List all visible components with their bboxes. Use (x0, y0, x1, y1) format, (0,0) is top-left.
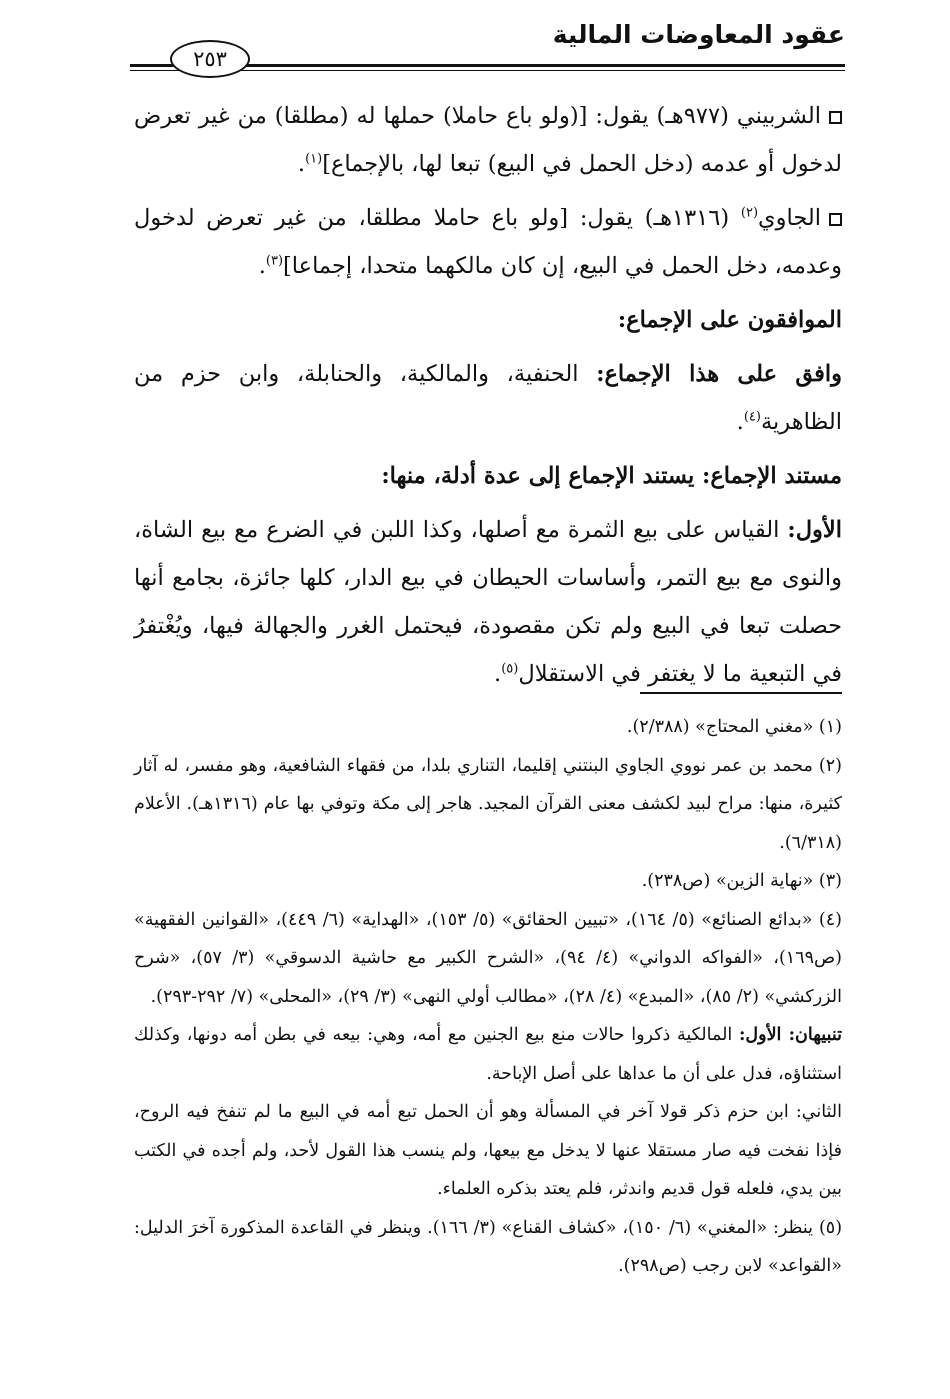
page-header (130, 18, 845, 74)
paragraph-first-evidence (134, 506, 842, 698)
page-number: ٢٥٣ (170, 40, 250, 78)
first-text: القياس على بيع الثمرة مع أصلها، وكذا اللبن في الضرع مع بيع الشاة، والنوى مع بيع التمر، وأساسات الحيطان في بيع الدار، كلها جائزة، بجامع أنها حصلت تبعا في البيع ولم تكن مقصودة، فيحتمل الغرر والجهالة فيها، ويُغْتفرُ في التبعية ما لا يغتفر في الاستقلال (134, 517, 842, 687)
paragraph-jawi (134, 194, 842, 290)
note-label: تنبيهان: الأول: (738, 1025, 843, 1045)
jawi-end: . (258, 253, 266, 279)
jawi-name: الجاوي (758, 205, 822, 231)
footnote-ref-1: (١) (305, 151, 323, 167)
shirbini-text: الشربيني (٩٧٧هـ) يقول: [(ولو باع حاملا) حملها له (مطلقا) من غير تعرض لدخول أو عدمه (دخل الحمل في البيع) تبعا لها، بالإجماع] (134, 103, 842, 177)
footnotes (134, 708, 842, 1286)
running-title: عقود المعاوضات المالية (552, 20, 845, 49)
footnote-ref-4: (٤) (743, 409, 761, 425)
shirbini-end: . (297, 151, 306, 177)
paragraph-shirbini (134, 92, 842, 188)
square-bullet-icon (829, 111, 842, 124)
footnote-ref-5: (٥) (501, 661, 519, 677)
note-first-text: المالكية ذكروا حالات منع بيع الجنين مع أمه، وهي: بيعه في بطن أمه دونها، وكذلك استثناؤه، فدل على أن ما عداها على أصل الإباحة. (134, 1025, 842, 1084)
footnote-3: (٣) «نهاية الزين» (ص٢٣٨). (641, 871, 842, 891)
agree-heading: الموافقون على الإجماع: (617, 307, 842, 333)
footnote-separator (640, 692, 842, 694)
paragraph-agree (134, 350, 842, 446)
footnote-2: (٢) محمد بن عمر نووي الجاوي البنتني إقليما، التناري بلدا، من فقهاء الشافعية، وهو مفسر، له آثار كثيرة، منها: مراح لبيد لكشف معنى القرآن المجيد. هاجر إلى مكة وتوفي بها عام (١٣١٦هـ). الأعلام (٦/٣١٨). (134, 755, 842, 853)
footnote-note-second: الثاني: ابن حزم ذكر قولا آخر في المسألة وهو أن الحمل تبع أمه في البيع ما لم تنفخ فيه الروح، فإذا نفخت فيه صار مستقلا عنها لا يدخل مع بيعها، ولم ينسب هذا القول لأحد، ولم أجده في الكتب بين يدي، فلعله قول قديم واندثر، فلم يعتد بذكره العلماء. (134, 1102, 842, 1199)
footnote-4: (٤) «بدائع الصنائع» (٥/ ١٦٤)، «تبيين الحقائق» (٥/ ١٥٣)، «الهداية» (٦/ ٤٤٩)، «القوانين الفقهية» (ص١٦٩)، «الفواكه الدواني» (٤/ ٩٤)، «الشرح الكبير مع حاشية الدسوقي» (٣/ ٥٧)، «شرح الزركشي» (٢/ ٨٥)، «المبدع» (٤/ ٢٨)، «مطالب أولي النهى» (٣/ ٢٩)، «المحلى» (٧/ ٢٩٢-٢٩٣). (134, 909, 842, 1007)
footnote-1: (١) «مغني المحتاج» (٢/٣٨٨). (626, 717, 842, 737)
footnote-ref-3: (٣) (265, 253, 284, 269)
first-end: . (494, 661, 502, 687)
footnote-ref-2: (٢) (740, 205, 759, 221)
agree-text: الحنفية، والمالكية، والحنابلة، وابن حزم من الظاهرية (134, 361, 842, 435)
footnote-5: (٥) ينظر: «المغني» (٦/ ١٥٠)، «كشاف القناع» (٣/ ١٦٦). وينظر في القاعدة المذكورة آخرَ الدليل: «القواعد» لابن رجب (ص٢٩٨). (134, 1217, 843, 1276)
footnote-note-first (134, 1016, 842, 1093)
jawi-text: (١٣١٦هـ) يقول: [ولو باع حاملا مطلقا، من غير تعرض لدخول وعدمه، دخل الحمل في البيع، إن كان مالكهما متحدا، إجماعا] (134, 205, 842, 279)
agree-end: . (736, 409, 744, 435)
agree-label: وافق على هذا الإجماع: (596, 361, 842, 387)
first-label: الأول: (787, 517, 842, 543)
basis-heading: مستند الإجماع: يستند الإجماع إلى عدة أدلة، منها: (381, 463, 842, 489)
main-text (134, 92, 842, 704)
square-bullet-icon (829, 213, 842, 226)
